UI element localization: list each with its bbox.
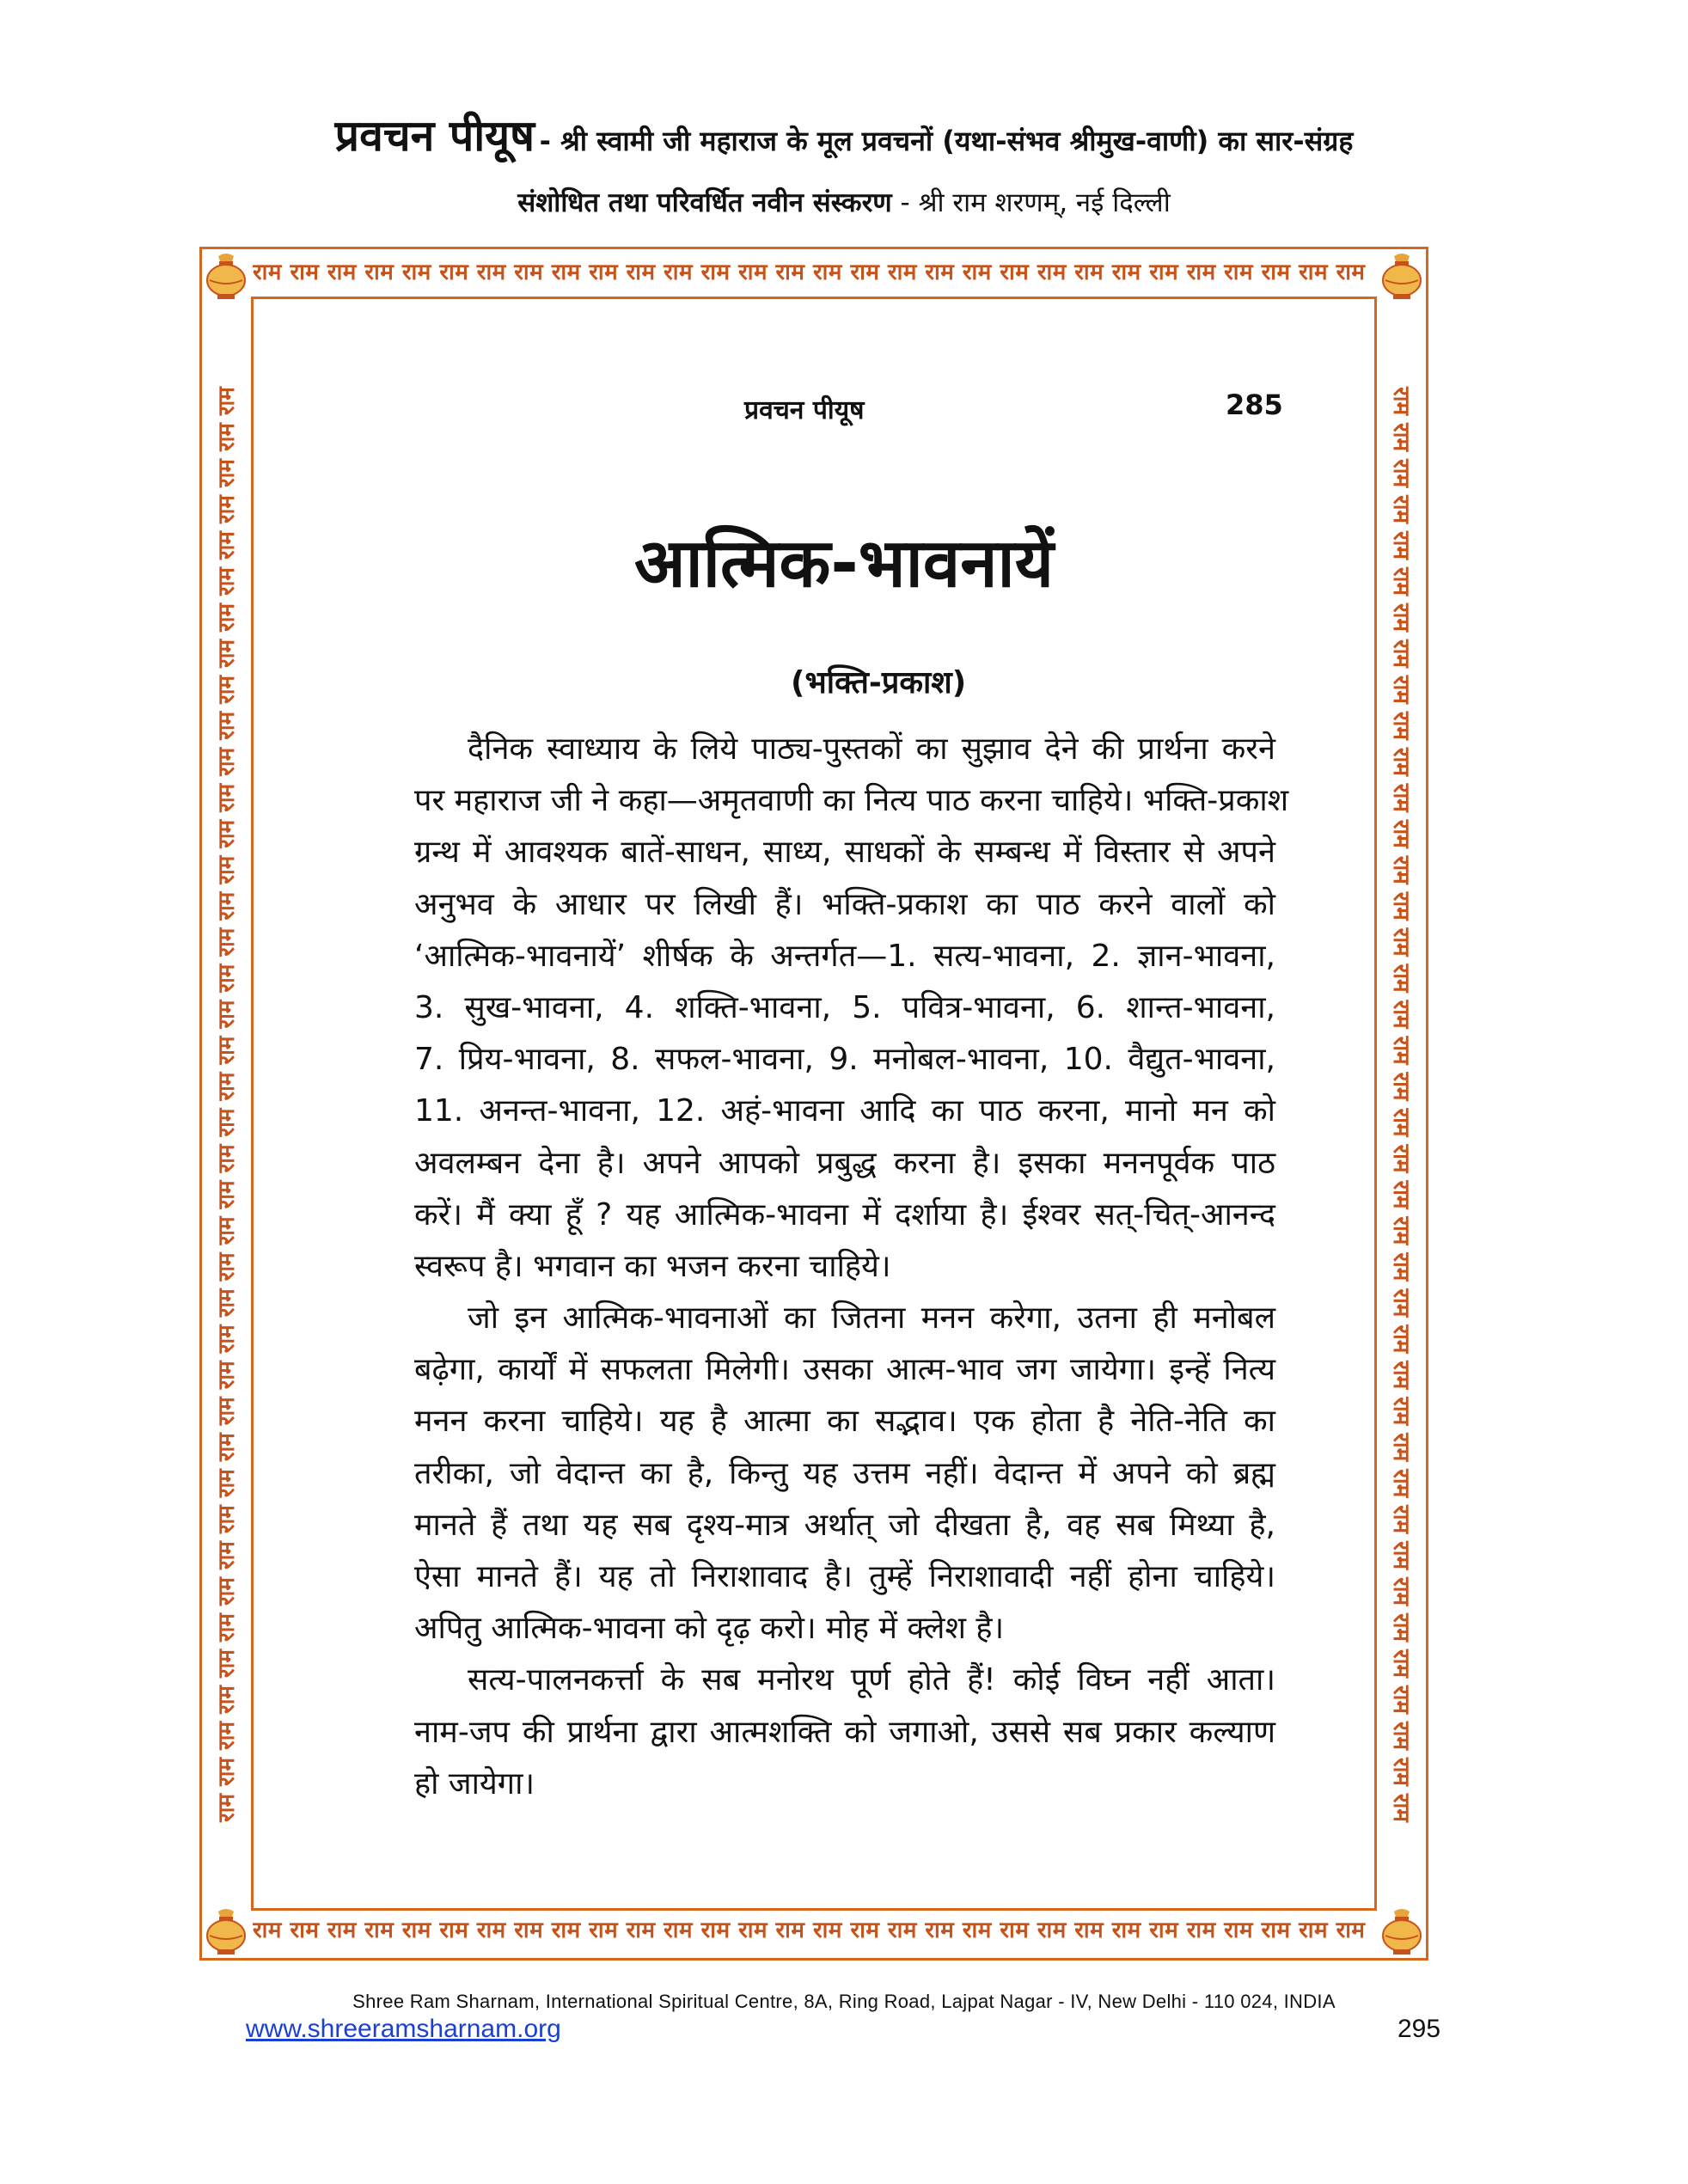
text-line: 11. अनन्त-भावना, 12. अहं-भावना आदि का पाठ करना, मानो मन को	[414, 1093, 1275, 1129]
ram-border-left-text: राम राम राम राम राम राम राम राम राम राम राम राम राम राम राम राम राम राम राम राम राम राम राम राम राम राम राम राम राम राम राम राम राम राम राम राम राम राम राम राम	[214, 387, 240, 1822]
book-title: प्रवचन पीयूष	[334, 111, 535, 161]
text-line: स्वरूप है। भगवान का भजन करना चाहिये।	[414, 1248, 891, 1284]
kalash-icon	[1379, 249, 1425, 301]
text-line: अनुभव के आधार पर लिखी हैं। भक्ति-प्रकाश का पाठ करने वालों को	[414, 886, 1275, 922]
text-line: दैनिक स्वाध्याय के लिये पाठ्य-पुस्तकों का सुझाव देने की प्रार्थना करने	[468, 731, 1275, 767]
text-line: जो इन आत्मिक-भावनाओं का जितना मनन करेगा, उतना ही मनोबल	[468, 1300, 1275, 1337]
kalash-icon	[203, 1905, 249, 1956]
text-line: 3. सुख-भावना, 4. शक्ति-भावना, 5. पवित्र-भावना, 6. शान्त-भावना,	[414, 989, 1275, 1025]
text-line: अवलम्बन देना है। अपने आपको प्रबुद्ध करना है। इसका मननपूर्वक पाठ	[414, 1145, 1275, 1181]
text-line: मनन करना चाहिये। यह है आत्मा का सद्भाव। एक होता है नेति-नेति का	[414, 1404, 1275, 1440]
text-line: ग्रन्थ में आवश्यक बातें-साधन, साध्य, साधकों के सम्बन्ध में विस्तार से अपने	[414, 835, 1275, 871]
ram-border-bottom: राम राम राम राम राम राम राम राम राम राम राम राम राम राम राम राम राम राम राम राम राम राम राम राम राम राम राम राम राम राम	[253, 1918, 1366, 1943]
text-line: मानते हैं तथा यह सब दृश्य-मात्र अर्थात् जो दीखता है, वह सब मिथ्या है,	[414, 1507, 1275, 1543]
edition-line	[0, 187, 1688, 219]
pdf-page-number: 295	[1397, 2015, 1441, 2043]
body-text	[414, 724, 1289, 1810]
website-link[interactable]: www.shreeramsharnam.org	[246, 2015, 561, 2043]
text-line: अपितु आत्मिक-भावना को दृढ़ करो। मोह में क्लेश है।	[414, 1611, 1005, 1647]
chapter-title: आत्मिक-भावनायें	[634, 525, 1054, 603]
text-line: पर महाराज जी ने कहा—अमृतवाणी का नित्य पाठ करना चाहिये। भक्ति-प्रकाश	[414, 783, 1289, 819]
text-line: हो जायेगा।	[414, 1765, 535, 1802]
book-page-number: 285	[1226, 388, 1283, 421]
text-line: 7. प्रिय-भावना, 8. सफल-भावना, 9. मनोबल-भावना, 10. वैद्युत-भावना,	[414, 1042, 1275, 1078]
text-line: ऐसा मानते हैं। यह तो निराशावाद है। तुम्हें निराशावादी नहीं होना चाहिये।	[414, 1559, 1275, 1594]
footer-address: Shree Ram Sharnam, International Spiritual Centre, 8A, Ring Road, Lajpat Nagar - IV, New Delhi - 110 024, INDIA	[352, 1991, 1336, 2012]
ram-border-top: राम राम राम राम राम राम राम राम राम राम राम राम राम राम राम राम राम राम राम राम राम राम राम राम राम राम राम राम राम राम	[253, 260, 1366, 285]
kalash-icon	[203, 249, 249, 301]
kalash-icon	[1379, 1905, 1425, 1956]
section-heading: (भक्ति-प्रकाश)	[791, 665, 967, 700]
text-line: करें। मैं क्या हूँ ? यह आत्मिक-भावना में दर्शाया है। ईश्वर सत्-चित्-आनन्द	[414, 1196, 1275, 1233]
ram-border-right-text: राम राम राम राम राम राम राम राम राम राम राम राम राम राम राम राम राम राम राम राम राम राम राम राम राम राम राम राम राम राम राम राम राम राम राम राम राम राम राम राम	[1388, 387, 1414, 1822]
edition-text: संशोधित तथा परिवर्धित नवीन संस्करण	[517, 187, 892, 218]
text-line: सत्य-पालनकर्त्ता के सब मनोरथ पूर्ण होते हैं! कोई विघ्न नहीं आता।	[468, 1662, 1275, 1698]
text-line: नाम-जप की प्रार्थना द्वारा आत्मशक्ति को जगाओ, उससे सब प्रकार कल्याण	[414, 1714, 1275, 1750]
text-line: बढ़ेगा, कार्यों में सफलता मिलेगी। उसका आत्म-भाव जग जायेगा। इन्हें नित्य	[414, 1352, 1275, 1388]
publisher-text: - श्री राम शरणम्, नई दिल्ली	[900, 187, 1171, 218]
document-header	[0, 110, 1688, 162]
book-subtitle: - श्री स्वामी जी महाराज के मूल प्रवचनों (यथा-संभव श्रीमुख-वाणी) का सार-संग्रह	[539, 125, 1354, 157]
text-line: ‘आत्मिक-भावनायें’ शीर्षक के अन्तर्गत—1. सत्य-भावना, 2. ज्ञान-भावना,	[414, 938, 1275, 974]
running-head: प्रवचन पीयूष	[744, 395, 865, 425]
text-line: तरीका, जो वेदान्त का है, किन्तु यह उत्तम नहीं। वेदान्त में अपने को ब्रह्म	[414, 1455, 1275, 1491]
